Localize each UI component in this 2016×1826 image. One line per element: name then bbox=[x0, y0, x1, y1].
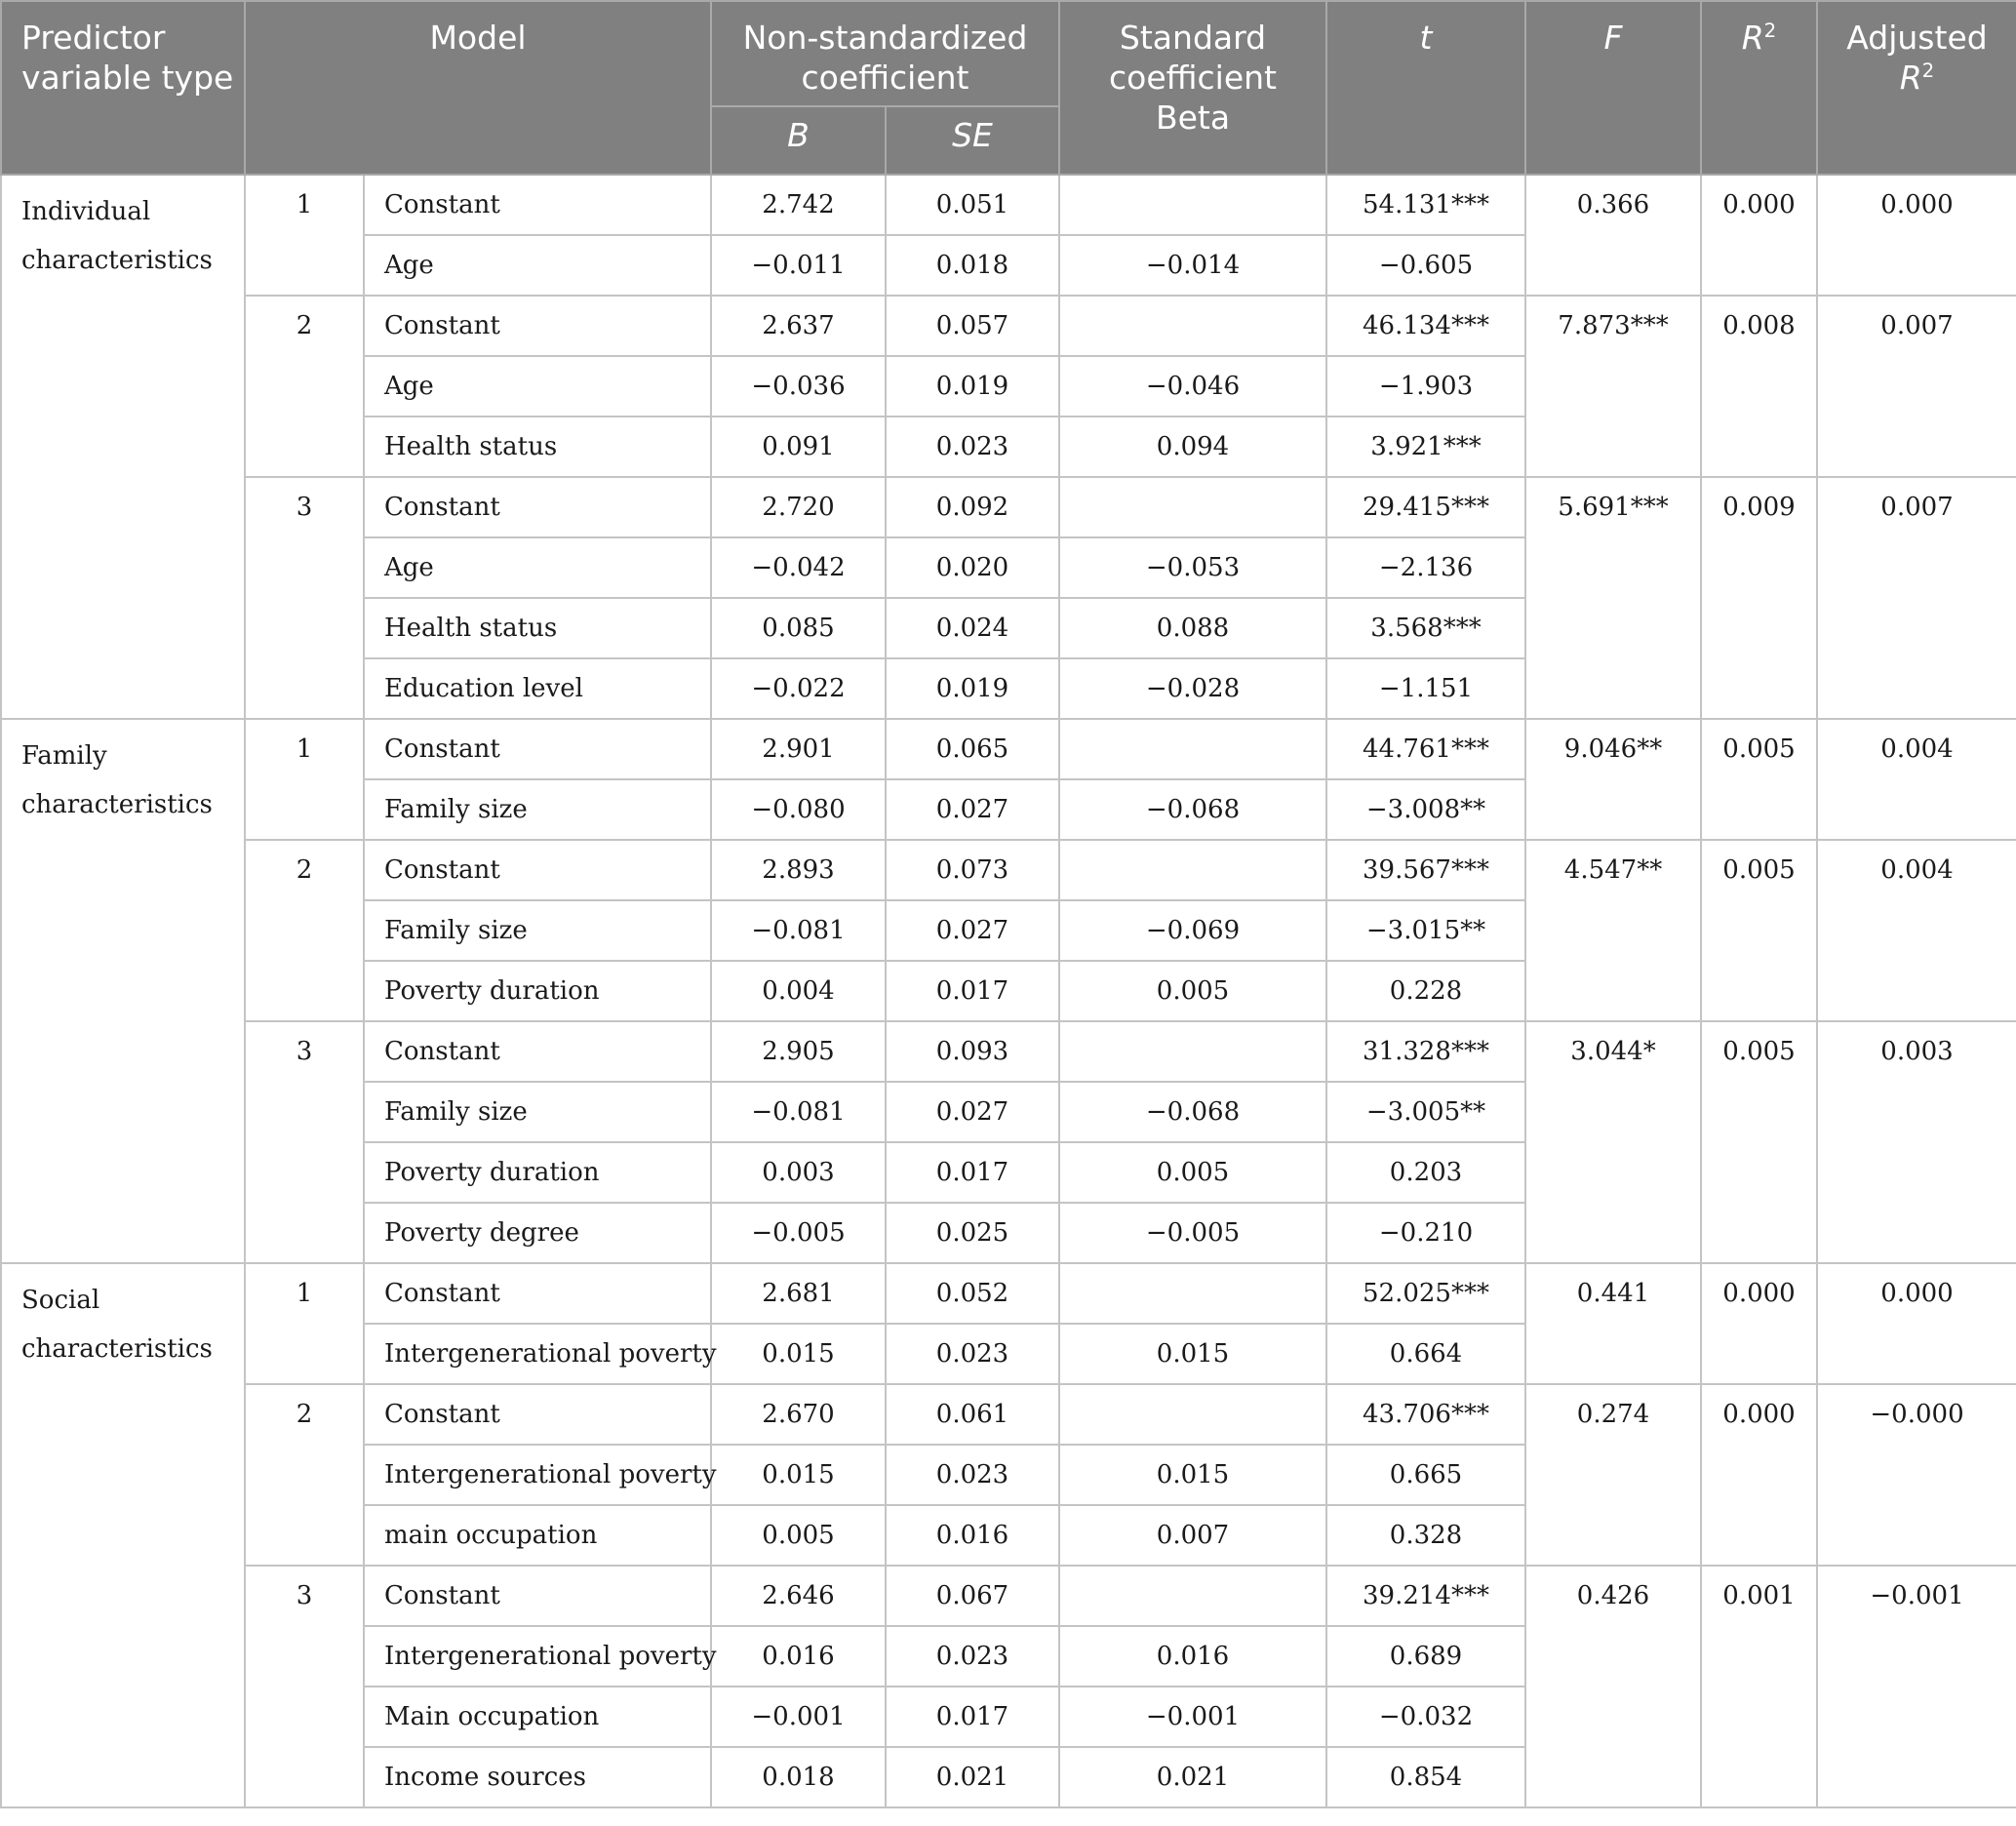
b-value-cell: −0.080 bbox=[711, 779, 886, 840]
variable-name-cell: Family size bbox=[364, 900, 711, 961]
beta-value-cell bbox=[1059, 1021, 1326, 1082]
variable-name-cell: Poverty degree bbox=[364, 1203, 711, 1263]
beta-value-cell: 0.007 bbox=[1059, 1505, 1326, 1566]
r2-value-cell: 0.005 bbox=[1701, 1021, 1817, 1263]
header-f-label: F bbox=[1603, 19, 1623, 57]
variable-name-cell: Constant bbox=[364, 296, 711, 356]
header-r-squared bbox=[1701, 1, 1817, 175]
se-value-cell: 0.027 bbox=[886, 900, 1059, 961]
f-value-cell: 0.274 bbox=[1525, 1384, 1701, 1566]
t-value-cell: −3.008** bbox=[1326, 779, 1525, 840]
beta-value-cell: −0.005 bbox=[1059, 1203, 1326, 1263]
b-value-cell: −0.005 bbox=[711, 1203, 886, 1263]
t-value-cell: 39.567*** bbox=[1326, 840, 1525, 900]
r2-value-cell: 0.001 bbox=[1701, 1566, 1817, 1807]
f-value-cell: 0.366 bbox=[1525, 175, 1701, 296]
t-value-cell: 0.203 bbox=[1326, 1142, 1525, 1203]
beta-value-cell bbox=[1059, 840, 1326, 900]
se-value-cell: 0.023 bbox=[886, 417, 1059, 477]
b-value-cell: −0.081 bbox=[711, 1082, 886, 1142]
se-value-cell: 0.017 bbox=[886, 961, 1059, 1021]
variable-name-cell: main occupation bbox=[364, 1505, 711, 1566]
beta-value-cell: −0.046 bbox=[1059, 356, 1326, 417]
r2-value-cell: 0.008 bbox=[1701, 296, 1817, 477]
beta-value-cell: −0.069 bbox=[1059, 900, 1326, 961]
f-value-cell: 5.691*** bbox=[1525, 477, 1701, 719]
se-value-cell: 0.023 bbox=[886, 1626, 1059, 1687]
variable-name-cell: Age bbox=[364, 235, 711, 296]
t-value-cell: 39.214*** bbox=[1326, 1566, 1525, 1626]
beta-value-cell bbox=[1059, 1566, 1326, 1626]
beta-value-cell: 0.005 bbox=[1059, 961, 1326, 1021]
predictor-type-cell: Family characteristics bbox=[1, 719, 245, 1263]
beta-value-cell bbox=[1059, 296, 1326, 356]
table-row bbox=[1, 1566, 2016, 1626]
se-value-cell: 0.065 bbox=[886, 719, 1059, 779]
predictor-type-cell: Social characteristics bbox=[1, 1263, 245, 1807]
b-value-cell: −0.036 bbox=[711, 356, 886, 417]
b-value-cell: 0.015 bbox=[711, 1324, 886, 1384]
table-row bbox=[1, 1384, 2016, 1445]
header-standard-coefficient-beta: Standard coefficient Beta bbox=[1059, 1, 1326, 175]
beta-value-cell: −0.001 bbox=[1059, 1687, 1326, 1747]
beta-value-cell: 0.015 bbox=[1059, 1324, 1326, 1384]
se-value-cell: 0.023 bbox=[886, 1445, 1059, 1505]
b-value-cell: 2.646 bbox=[711, 1566, 886, 1626]
b-value-cell: −0.042 bbox=[711, 537, 886, 598]
model-number-cell: 3 bbox=[245, 1566, 364, 1807]
t-value-cell: 0.665 bbox=[1326, 1445, 1525, 1505]
se-value-cell: 0.017 bbox=[886, 1142, 1059, 1203]
variable-name-cell: Poverty duration bbox=[364, 961, 711, 1021]
variable-name-cell: Constant bbox=[364, 1021, 711, 1082]
b-value-cell: 0.003 bbox=[711, 1142, 886, 1203]
se-value-cell: 0.061 bbox=[886, 1384, 1059, 1445]
se-value-cell: 0.027 bbox=[886, 1082, 1059, 1142]
t-value-cell: −0.210 bbox=[1326, 1203, 1525, 1263]
se-value-cell: 0.024 bbox=[886, 598, 1059, 658]
variable-name-cell: Poverty duration bbox=[364, 1142, 711, 1203]
table-row bbox=[1, 1021, 2016, 1082]
t-value-cell: 52.025*** bbox=[1326, 1263, 1525, 1324]
r2-value-cell: 0.000 bbox=[1701, 1384, 1817, 1566]
se-value-cell: 0.019 bbox=[886, 356, 1059, 417]
se-value-cell: 0.019 bbox=[886, 658, 1059, 719]
se-value-cell: 0.017 bbox=[886, 1687, 1059, 1747]
se-value-cell: 0.018 bbox=[886, 235, 1059, 296]
variable-name-cell: Constant bbox=[364, 840, 711, 900]
model-number-cell: 2 bbox=[245, 296, 364, 477]
se-value-cell: 0.073 bbox=[886, 840, 1059, 900]
header-se-label: SE bbox=[952, 116, 993, 154]
t-value-cell: −0.605 bbox=[1326, 235, 1525, 296]
model-number-cell: 1 bbox=[245, 719, 364, 840]
beta-value-cell bbox=[1059, 175, 1326, 235]
predictor-type-cell: Individual characteristics bbox=[1, 175, 245, 719]
variable-name-cell: Education level bbox=[364, 658, 711, 719]
r2-value-cell: 0.009 bbox=[1701, 477, 1817, 719]
se-value-cell: 0.051 bbox=[886, 175, 1059, 235]
variable-name-cell: Constant bbox=[364, 477, 711, 537]
model-number-cell: 1 bbox=[245, 175, 364, 296]
b-value-cell: 0.005 bbox=[711, 1505, 886, 1566]
t-value-cell: 0.328 bbox=[1326, 1505, 1525, 1566]
se-value-cell: 0.020 bbox=[886, 537, 1059, 598]
t-value-cell: 43.706*** bbox=[1326, 1384, 1525, 1445]
variable-name-cell: Main occupation bbox=[364, 1687, 711, 1747]
b-value-cell: −0.081 bbox=[711, 900, 886, 961]
f-value-cell: 7.873*** bbox=[1525, 296, 1701, 477]
variable-name-cell: Age bbox=[364, 537, 711, 598]
adj-r2-value-cell: −0.001 bbox=[1817, 1566, 2016, 1807]
adj-r2-value-cell: 0.004 bbox=[1817, 840, 2016, 1021]
beta-value-cell: 0.088 bbox=[1059, 598, 1326, 658]
header-adj-r2-sup: 2 bbox=[1921, 60, 1935, 82]
adj-r2-value-cell: 0.007 bbox=[1817, 296, 2016, 477]
table-row bbox=[1, 296, 2016, 356]
se-value-cell: 0.025 bbox=[886, 1203, 1059, 1263]
beta-value-cell: 0.016 bbox=[1059, 1626, 1326, 1687]
t-value-cell: 3.921*** bbox=[1326, 417, 1525, 477]
model-number-cell: 3 bbox=[245, 477, 364, 719]
beta-value-cell bbox=[1059, 1384, 1326, 1445]
r2-value-cell: 0.000 bbox=[1701, 175, 1817, 296]
beta-value-cell: −0.068 bbox=[1059, 1082, 1326, 1142]
beta-value-cell: −0.053 bbox=[1059, 537, 1326, 598]
f-value-cell: 0.426 bbox=[1525, 1566, 1701, 1807]
b-value-cell: 0.085 bbox=[711, 598, 886, 658]
r2-value-cell: 0.005 bbox=[1701, 840, 1817, 1021]
b-value-cell: 2.742 bbox=[711, 175, 886, 235]
adj-r2-value-cell: −0.000 bbox=[1817, 1384, 2016, 1566]
f-value-cell: 4.547** bbox=[1525, 840, 1701, 1021]
t-value-cell: −3.015** bbox=[1326, 900, 1525, 961]
beta-value-cell bbox=[1059, 1263, 1326, 1324]
header-t bbox=[1326, 1, 1525, 175]
r2-value-cell: 0.005 bbox=[1701, 719, 1817, 840]
se-value-cell: 0.023 bbox=[886, 1324, 1059, 1384]
variable-name-cell: Constant bbox=[364, 1263, 711, 1324]
b-value-cell: 0.015 bbox=[711, 1445, 886, 1505]
t-value-cell: 0.664 bbox=[1326, 1324, 1525, 1384]
variable-name-cell: Income sources bbox=[364, 1747, 711, 1807]
t-value-cell: 0.228 bbox=[1326, 961, 1525, 1021]
table-body bbox=[1, 175, 2016, 1807]
beta-value-cell: 0.094 bbox=[1059, 417, 1326, 477]
adj-r2-value-cell: 0.007 bbox=[1817, 477, 2016, 719]
adj-r2-value-cell: 0.004 bbox=[1817, 719, 2016, 840]
se-value-cell: 0.016 bbox=[886, 1505, 1059, 1566]
f-value-cell: 0.441 bbox=[1525, 1263, 1701, 1384]
variable-name-cell: Intergenerational poverty bbox=[364, 1445, 711, 1505]
b-value-cell: −0.011 bbox=[711, 235, 886, 296]
beta-value-cell bbox=[1059, 477, 1326, 537]
variable-name-cell: Constant bbox=[364, 1566, 711, 1626]
adj-r2-value-cell: 0.000 bbox=[1817, 175, 2016, 296]
header-se bbox=[886, 106, 1059, 175]
variable-name-cell: Family size bbox=[364, 779, 711, 840]
se-value-cell: 0.093 bbox=[886, 1021, 1059, 1082]
header-predictor-type: Predictor variable type bbox=[1, 1, 245, 175]
beta-value-cell: −0.028 bbox=[1059, 658, 1326, 719]
f-value-cell: 3.044* bbox=[1525, 1021, 1701, 1263]
table-row bbox=[1, 1263, 2016, 1324]
t-value-cell: 0.689 bbox=[1326, 1626, 1525, 1687]
header-non-standardized-coefficient: Non-standardized coefficient bbox=[711, 1, 1059, 106]
t-value-cell: 3.568*** bbox=[1326, 598, 1525, 658]
variable-name-cell: Intergenerational poverty bbox=[364, 1626, 711, 1687]
adj-r2-value-cell: 0.000 bbox=[1817, 1263, 2016, 1384]
b-value-cell: 2.893 bbox=[711, 840, 886, 900]
b-value-cell: 0.091 bbox=[711, 417, 886, 477]
table-header bbox=[1, 1, 2016, 175]
f-value-cell: 9.046** bbox=[1525, 719, 1701, 840]
model-number-cell: 2 bbox=[245, 1384, 364, 1566]
beta-value-cell: −0.068 bbox=[1059, 779, 1326, 840]
r2-value-cell: 0.000 bbox=[1701, 1263, 1817, 1384]
table-row bbox=[1, 477, 2016, 537]
b-value-cell: 2.681 bbox=[711, 1263, 886, 1324]
header-adj-r2-base: R bbox=[1899, 59, 1922, 97]
beta-value-cell: 0.021 bbox=[1059, 1747, 1326, 1807]
header-r2-base: R bbox=[1741, 19, 1764, 57]
variable-name-cell: Age bbox=[364, 356, 711, 417]
beta-value-cell bbox=[1059, 719, 1326, 779]
b-value-cell: 0.016 bbox=[711, 1626, 886, 1687]
b-value-cell: 2.670 bbox=[711, 1384, 886, 1445]
b-value-cell: 2.905 bbox=[711, 1021, 886, 1082]
se-value-cell: 0.092 bbox=[886, 477, 1059, 537]
model-number-cell: 2 bbox=[245, 840, 364, 1021]
b-value-cell: 2.637 bbox=[711, 296, 886, 356]
t-value-cell: 54.131*** bbox=[1326, 175, 1525, 235]
b-value-cell: 0.018 bbox=[711, 1747, 886, 1807]
beta-value-cell: −0.014 bbox=[1059, 235, 1326, 296]
header-adjusted-text: Adjusted bbox=[1846, 19, 1988, 57]
variable-name-cell: Health status bbox=[364, 598, 711, 658]
t-value-cell: 46.134*** bbox=[1326, 296, 1525, 356]
t-value-cell: −3.005** bbox=[1326, 1082, 1525, 1142]
beta-value-cell: 0.005 bbox=[1059, 1142, 1326, 1203]
se-value-cell: 0.052 bbox=[886, 1263, 1059, 1324]
t-value-cell: −1.151 bbox=[1326, 658, 1525, 719]
variable-name-cell: Intergenerational poverty bbox=[364, 1324, 711, 1384]
header-adjusted-r-squared bbox=[1817, 1, 2016, 175]
variable-name-cell: Family size bbox=[364, 1082, 711, 1142]
variable-name-cell: Constant bbox=[364, 175, 711, 235]
t-value-cell: 44.761*** bbox=[1326, 719, 1525, 779]
header-b-label: B bbox=[787, 116, 810, 154]
table-row bbox=[1, 840, 2016, 900]
t-value-cell: 31.328*** bbox=[1326, 1021, 1525, 1082]
table-row bbox=[1, 175, 2016, 235]
t-value-cell: 29.415*** bbox=[1326, 477, 1525, 537]
header-t-label: t bbox=[1419, 19, 1433, 57]
t-value-cell: 0.854 bbox=[1326, 1747, 1525, 1807]
header-r2-sup: 2 bbox=[1763, 20, 1777, 42]
variable-name-cell: Constant bbox=[364, 1384, 711, 1445]
header-b bbox=[711, 106, 886, 175]
table-row bbox=[1, 719, 2016, 779]
se-value-cell: 0.067 bbox=[886, 1566, 1059, 1626]
variable-name-cell: Health status bbox=[364, 417, 711, 477]
b-value-cell: 2.901 bbox=[711, 719, 886, 779]
beta-value-cell: 0.015 bbox=[1059, 1445, 1326, 1505]
t-value-cell: −1.903 bbox=[1326, 356, 1525, 417]
t-value-cell: −2.136 bbox=[1326, 537, 1525, 598]
header-f bbox=[1525, 1, 1701, 175]
se-value-cell: 0.021 bbox=[886, 1747, 1059, 1807]
b-value-cell: −0.022 bbox=[711, 658, 886, 719]
header-model: Model bbox=[245, 1, 711, 175]
b-value-cell: 2.720 bbox=[711, 477, 886, 537]
b-value-cell: 0.004 bbox=[711, 961, 886, 1021]
b-value-cell: −0.001 bbox=[711, 1687, 886, 1747]
adj-r2-value-cell: 0.003 bbox=[1817, 1021, 2016, 1263]
t-value-cell: −0.032 bbox=[1326, 1687, 1525, 1747]
se-value-cell: 0.057 bbox=[886, 296, 1059, 356]
se-value-cell: 0.027 bbox=[886, 779, 1059, 840]
model-number-cell: 1 bbox=[245, 1263, 364, 1384]
variable-name-cell: Constant bbox=[364, 719, 711, 779]
model-number-cell: 3 bbox=[245, 1021, 364, 1263]
